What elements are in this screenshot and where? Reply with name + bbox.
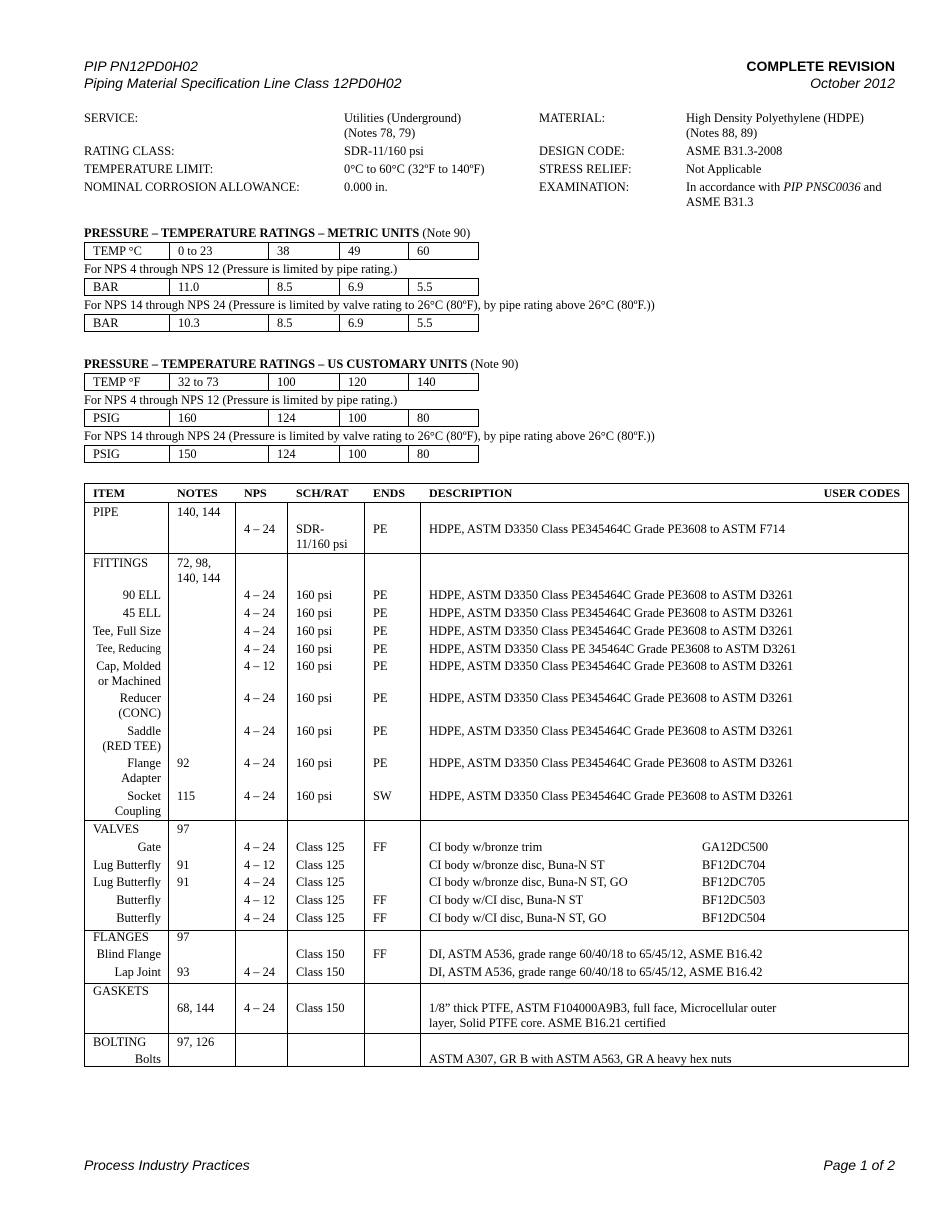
service-info bbox=[84, 111, 914, 210]
valve-description: CI body w/bronze trim bbox=[429, 840, 543, 854]
header-user-codes: USER CODES bbox=[823, 486, 900, 500]
fitting-item: 45 ELL bbox=[122, 606, 161, 620]
metric-ratings bbox=[84, 226, 914, 332]
fitting-item: Socket Coupling bbox=[114, 789, 161, 818]
service-row bbox=[84, 111, 914, 141]
rating-label: RATING CLASS: bbox=[84, 144, 175, 158]
pipe-ends: PE bbox=[373, 522, 388, 536]
cell: TEMP °C bbox=[85, 243, 170, 260]
valve-description: CI body w/bronze disc, Buna-N ST bbox=[429, 858, 605, 872]
service-value: Utilities (Underground) (Notes 78, 79) bbox=[344, 111, 462, 140]
valve-notes: 91 bbox=[177, 875, 190, 889]
valve-item: Lug Butterfly bbox=[93, 858, 161, 872]
fitting-nps: 4 – 24 bbox=[244, 756, 275, 770]
header-nps: NPS bbox=[244, 486, 267, 500]
flange-sch: Class 150 bbox=[296, 947, 345, 961]
fitting-description: HDPE, ASTM D3350 Class PE345464C Grade PE3608 to ASTM D3261 bbox=[429, 789, 794, 803]
us-temp-table bbox=[84, 373, 479, 391]
cell: BAR bbox=[85, 315, 170, 332]
valve-sch: Class 125 bbox=[296, 875, 345, 889]
column-divider bbox=[168, 502, 169, 1066]
metric-note-1: For NPS 4 through NPS 12 (Pressure is limited by pipe rating.) bbox=[84, 262, 398, 276]
valve-description: CI body w/CI disc, Buna-N ST bbox=[429, 893, 584, 907]
fitting-sch: 160 psi bbox=[296, 789, 333, 803]
cell: 32 to 73 bbox=[170, 374, 269, 391]
column-divider bbox=[287, 502, 288, 1066]
service-label: SERVICE: bbox=[84, 111, 139, 125]
cell: 124 bbox=[269, 446, 340, 463]
valve-nps: 4 – 24 bbox=[244, 875, 275, 889]
fitting-description: HDPE, ASTM D3350 Class PE345464C Grade PE3608 to ASTM D3261 bbox=[429, 606, 794, 620]
stress-relief-label: STRESS RELIEF: bbox=[539, 162, 632, 176]
fitting-ends: PE bbox=[373, 624, 388, 638]
cell: 5.5 bbox=[409, 279, 479, 296]
flange-nps: 4 – 24 bbox=[244, 965, 275, 979]
us-ratings bbox=[84, 357, 914, 463]
valve-user-code: BF12DC705 bbox=[702, 875, 766, 889]
row-divider bbox=[85, 983, 908, 984]
flanges-notes: 97 bbox=[177, 930, 190, 944]
cell: 150 bbox=[170, 446, 269, 463]
flange-ends: FF bbox=[373, 947, 387, 961]
row-divider bbox=[85, 930, 908, 931]
fitting-nps: 4 – 24 bbox=[244, 724, 275, 738]
cell: 140 bbox=[409, 374, 479, 391]
flange-description: DI, ASTM A536, grade range 60/40/18 to 65/45/12, ASME B16.42 bbox=[429, 947, 763, 961]
valve-description: CI body w/CI disc, Buna-N ST, GO bbox=[429, 911, 607, 925]
fitting-sch: 160 psi bbox=[296, 691, 333, 705]
us-psig-table-1 bbox=[84, 409, 479, 427]
metric-temp-table bbox=[84, 242, 479, 260]
cell: 5.5 bbox=[409, 315, 479, 332]
fitting-item: Tee, Full Size bbox=[92, 624, 161, 638]
fitting-item: Tee, Reducing bbox=[96, 643, 161, 655]
fittings-notes: 72, 98, 140, 144 bbox=[177, 556, 221, 585]
fitting-nps: 4 – 24 bbox=[244, 642, 275, 656]
gaskets-sch: Class 150 bbox=[296, 1001, 345, 1015]
flange-item: Lap Joint bbox=[114, 965, 161, 979]
cell: PSIG bbox=[85, 446, 170, 463]
fitting-item: Flange Adapter bbox=[121, 756, 161, 785]
us-note-2: For NPS 14 through NPS 24 (Pressure is limited by valve rating to 26°C (80ºF), by pipe rating above 26°C (80ºF.)) bbox=[84, 429, 655, 443]
fitting-ends: PE bbox=[373, 642, 388, 656]
valve-sch: Class 125 bbox=[296, 911, 345, 925]
valve-sch: Class 125 bbox=[296, 893, 345, 907]
row-divider bbox=[85, 1033, 908, 1034]
cell: 0 to 23 bbox=[170, 243, 269, 260]
fitting-nps: 4 – 24 bbox=[244, 789, 275, 803]
cell: 60 bbox=[409, 243, 479, 260]
row-divider bbox=[85, 820, 908, 821]
us-ratings-title: PRESSURE – TEMPERATURE RATINGS – US CUSTOMARY UNITS (Note 90) bbox=[84, 357, 519, 371]
fitting-description: HDPE, ASTM D3350 Class PE345464C Grade PE3608 to ASTM D3261 bbox=[429, 624, 794, 638]
pipe-nps: 4 – 24 bbox=[244, 522, 275, 536]
header-sch-rat: SCH/RAT bbox=[296, 486, 349, 500]
cell: 124 bbox=[269, 410, 340, 427]
footer-organization: Process Industry Practices bbox=[84, 1157, 250, 1173]
flanges-section-label: FLANGES bbox=[93, 930, 149, 944]
bolting-description: ASTM A307, GR B with ASTM A563, GR A heavy hex nuts bbox=[429, 1052, 732, 1066]
cell: 10.3 bbox=[170, 315, 269, 332]
cell: 80 bbox=[409, 446, 479, 463]
fitting-ends: PE bbox=[373, 588, 388, 602]
revision-date: October 2012 bbox=[810, 75, 895, 91]
flange-item: Blind Flange bbox=[96, 947, 161, 961]
fitting-ends: PE bbox=[373, 691, 388, 705]
cell: 38 bbox=[269, 243, 340, 260]
cell: TEMP °F bbox=[85, 374, 170, 391]
rating-row bbox=[84, 144, 914, 159]
valve-ends: FF bbox=[373, 893, 387, 907]
valve-sch: Class 125 bbox=[296, 858, 345, 872]
fitting-description: HDPE, ASTM D3350 Class PE345464C Grade PE3608 to ASTM D3261 bbox=[429, 691, 794, 705]
fitting-description: HDPE, ASTM D3350 Class PE345464C Grade PE3608 to ASTM D3261 bbox=[429, 588, 794, 602]
cell: 49 bbox=[340, 243, 409, 260]
cell: BAR bbox=[85, 279, 170, 296]
stress-relief-value: Not Applicable bbox=[686, 162, 762, 176]
document-title: Piping Material Specification Line Class 12PD0H02 bbox=[84, 75, 402, 91]
fitting-sch: 160 psi bbox=[296, 724, 333, 738]
valve-nps: 4 – 24 bbox=[244, 840, 275, 854]
valve-user-code: BF12DC504 bbox=[702, 911, 766, 925]
cell: 6.9 bbox=[340, 279, 409, 296]
cell: 8.5 bbox=[269, 315, 340, 332]
metric-bar-table-1 bbox=[84, 278, 479, 296]
fitting-description: HDPE, ASTM D3350 Class PE345464C Grade PE3608 to ASTM D3261 bbox=[429, 659, 794, 673]
header-ends: ENDS bbox=[373, 486, 406, 500]
fitting-ends: PE bbox=[373, 606, 388, 620]
us-note-1: For NPS 4 through NPS 12 (Pressure is limited by pipe rating.) bbox=[84, 393, 398, 407]
valve-sch: Class 125 bbox=[296, 840, 345, 854]
header-description: DESCRIPTION bbox=[429, 486, 513, 500]
material-value: High Density Polyethylene (HDPE) (Notes 88, 89) bbox=[686, 111, 864, 140]
temperature-value: 0°C to 60°C (32ºF to 140ºF) bbox=[344, 162, 485, 176]
fitting-description: HDPE, ASTM D3350 Class PE345464C Grade PE3608 to ASTM D3261 bbox=[429, 756, 794, 770]
row-divider bbox=[85, 502, 908, 503]
column-divider bbox=[420, 502, 421, 1066]
metric-note-2: For NPS 14 through NPS 24 (Pressure is limited by valve rating to 26°C (80ºF), by pipe rating above 26°C (80ºF.)) bbox=[84, 298, 655, 312]
header-notes: NOTES bbox=[177, 486, 218, 500]
fitting-sch: 160 psi bbox=[296, 624, 333, 638]
cell: 100 bbox=[340, 410, 409, 427]
metric-ratings-title: PRESSURE – TEMPERATURE RATINGS – METRIC UNITS (Note 90) bbox=[84, 226, 471, 240]
material-label: MATERIAL: bbox=[539, 111, 606, 125]
valve-item: Lug Butterfly bbox=[93, 875, 161, 889]
cell: 120 bbox=[340, 374, 409, 391]
cell: 11.0 bbox=[170, 279, 269, 296]
fitting-item: 90 ELL bbox=[122, 588, 161, 602]
document-header-left bbox=[84, 58, 402, 92]
temperature-row bbox=[84, 162, 914, 177]
metric-bar-table-2 bbox=[84, 314, 479, 332]
valve-user-code: GA12DC500 bbox=[702, 840, 769, 854]
gaskets-section-label: GASKETS bbox=[93, 984, 149, 998]
design-code-value: ASME B31.3-2008 bbox=[686, 144, 783, 158]
valve-notes: 91 bbox=[177, 858, 190, 872]
bolting-section-label: BOLTING bbox=[93, 1035, 147, 1049]
temperature-label: TEMPERATURE LIMIT: bbox=[84, 162, 214, 176]
fitting-item: Cap, Molded or Machined bbox=[96, 659, 161, 688]
footer-page-number: Page 1 of 2 bbox=[823, 1157, 895, 1173]
column-divider bbox=[235, 502, 236, 1066]
fitting-sch: 160 psi bbox=[296, 659, 333, 673]
fitting-nps: 4 – 24 bbox=[244, 588, 275, 602]
fitting-sch: 160 psi bbox=[296, 606, 333, 620]
revision-label: COMPLETE REVISION bbox=[746, 58, 895, 74]
valve-nps: 4 – 12 bbox=[244, 858, 275, 872]
pipe-description: HDPE, ASTM D3350 Class PE345464C Grade PE3608 to ASTM F714 bbox=[429, 522, 785, 536]
fitting-sch: 160 psi bbox=[296, 756, 333, 770]
valve-nps: 4 – 12 bbox=[244, 893, 275, 907]
corrosion-row bbox=[84, 180, 914, 210]
fitting-notes: 92 bbox=[177, 756, 190, 770]
valve-item: Gate bbox=[137, 840, 161, 854]
cell: 100 bbox=[340, 446, 409, 463]
fittings-section-label: FITTINGS bbox=[93, 556, 149, 570]
pipe-section-label: PIPE bbox=[93, 505, 119, 519]
pipe-notes: 140, 144 bbox=[177, 505, 221, 519]
flange-sch: Class 150 bbox=[296, 965, 345, 979]
pipe-sch: SDR- 11/160 psi bbox=[296, 522, 348, 551]
fitting-sch: 160 psi bbox=[296, 588, 333, 602]
cell: 160 bbox=[170, 410, 269, 427]
fitting-nps: 4 – 24 bbox=[244, 606, 275, 620]
cell: 8.5 bbox=[269, 279, 340, 296]
bolting-notes: 97, 126 bbox=[177, 1035, 215, 1049]
bolting-item: Bolts bbox=[134, 1052, 161, 1066]
design-code-label: DESIGN CODE: bbox=[539, 144, 625, 158]
fitting-item: Reducer (CONC) bbox=[118, 691, 161, 720]
flange-notes: 93 bbox=[177, 965, 190, 979]
cell: 100 bbox=[269, 374, 340, 391]
fitting-description: HDPE, ASTM D3350 Class PE345464C Grade PE3608 to ASTM D3261 bbox=[429, 724, 794, 738]
valve-item: Butterfly bbox=[116, 911, 161, 925]
valves-notes: 97 bbox=[177, 822, 190, 836]
valve-description: CI body w/bronze disc, Buna-N ST, GO bbox=[429, 875, 628, 889]
examination-value: In accordance with PIP PNSC0036 and ASME B31.3 bbox=[686, 180, 882, 209]
fitting-ends: PE bbox=[373, 756, 388, 770]
header-item: ITEM bbox=[93, 486, 126, 500]
valves-section-label: VALVES bbox=[93, 822, 140, 836]
valve-user-code: BF12DC503 bbox=[702, 893, 766, 907]
flange-description: DI, ASTM A536, grade range 60/40/18 to 65/45/12, ASME B16.42 bbox=[429, 965, 763, 979]
cell: 80 bbox=[409, 410, 479, 427]
valve-ends: FF bbox=[373, 911, 387, 925]
fitting-description: HDPE, ASTM D3350 Class PE 345464C Grade PE3608 to ASTM D3261 bbox=[429, 642, 797, 656]
fitting-notes: 115 bbox=[177, 789, 196, 803]
examination-label: EXAMINATION: bbox=[539, 180, 630, 194]
corrosion-value: 0.000 in. bbox=[344, 180, 388, 194]
fitting-item: Saddle (RED TEE) bbox=[102, 724, 161, 753]
fitting-nps: 4 – 24 bbox=[244, 691, 275, 705]
fitting-ends: SW bbox=[373, 789, 392, 803]
fitting-sch: 160 psi bbox=[296, 642, 333, 656]
gaskets-description: 1/8” thick PTFE, ASTM F104000A9B3, full face, Microcellular outer layer, Solid PTFE core. ASME B16.21 certified bbox=[429, 1001, 777, 1030]
gaskets-nps: 4 – 24 bbox=[244, 1001, 275, 1015]
valve-nps: 4 – 24 bbox=[244, 911, 275, 925]
fitting-nps: 4 – 12 bbox=[244, 659, 275, 673]
us-psig-table-2 bbox=[84, 445, 479, 463]
material-spec-table bbox=[84, 483, 909, 1067]
fitting-ends: PE bbox=[373, 659, 388, 673]
valve-item: Butterfly bbox=[116, 893, 161, 907]
valve-ends: FF bbox=[373, 840, 387, 854]
valve-user-code: BF12DC704 bbox=[702, 858, 766, 872]
rating-value: SDR-11/160 psi bbox=[344, 144, 424, 158]
fitting-ends: PE bbox=[373, 724, 388, 738]
corrosion-label: NOMINAL CORROSION ALLOWANCE: bbox=[84, 180, 300, 194]
cell: 6.9 bbox=[340, 315, 409, 332]
document-id: PIP PN12PD0H02 bbox=[84, 58, 198, 74]
row-divider bbox=[85, 553, 908, 554]
cell: PSIG bbox=[85, 410, 170, 427]
column-divider bbox=[364, 502, 365, 1066]
gaskets-notes: 68, 144 bbox=[177, 1001, 215, 1015]
document-header-right bbox=[746, 58, 895, 92]
fitting-nps: 4 – 24 bbox=[244, 624, 275, 638]
